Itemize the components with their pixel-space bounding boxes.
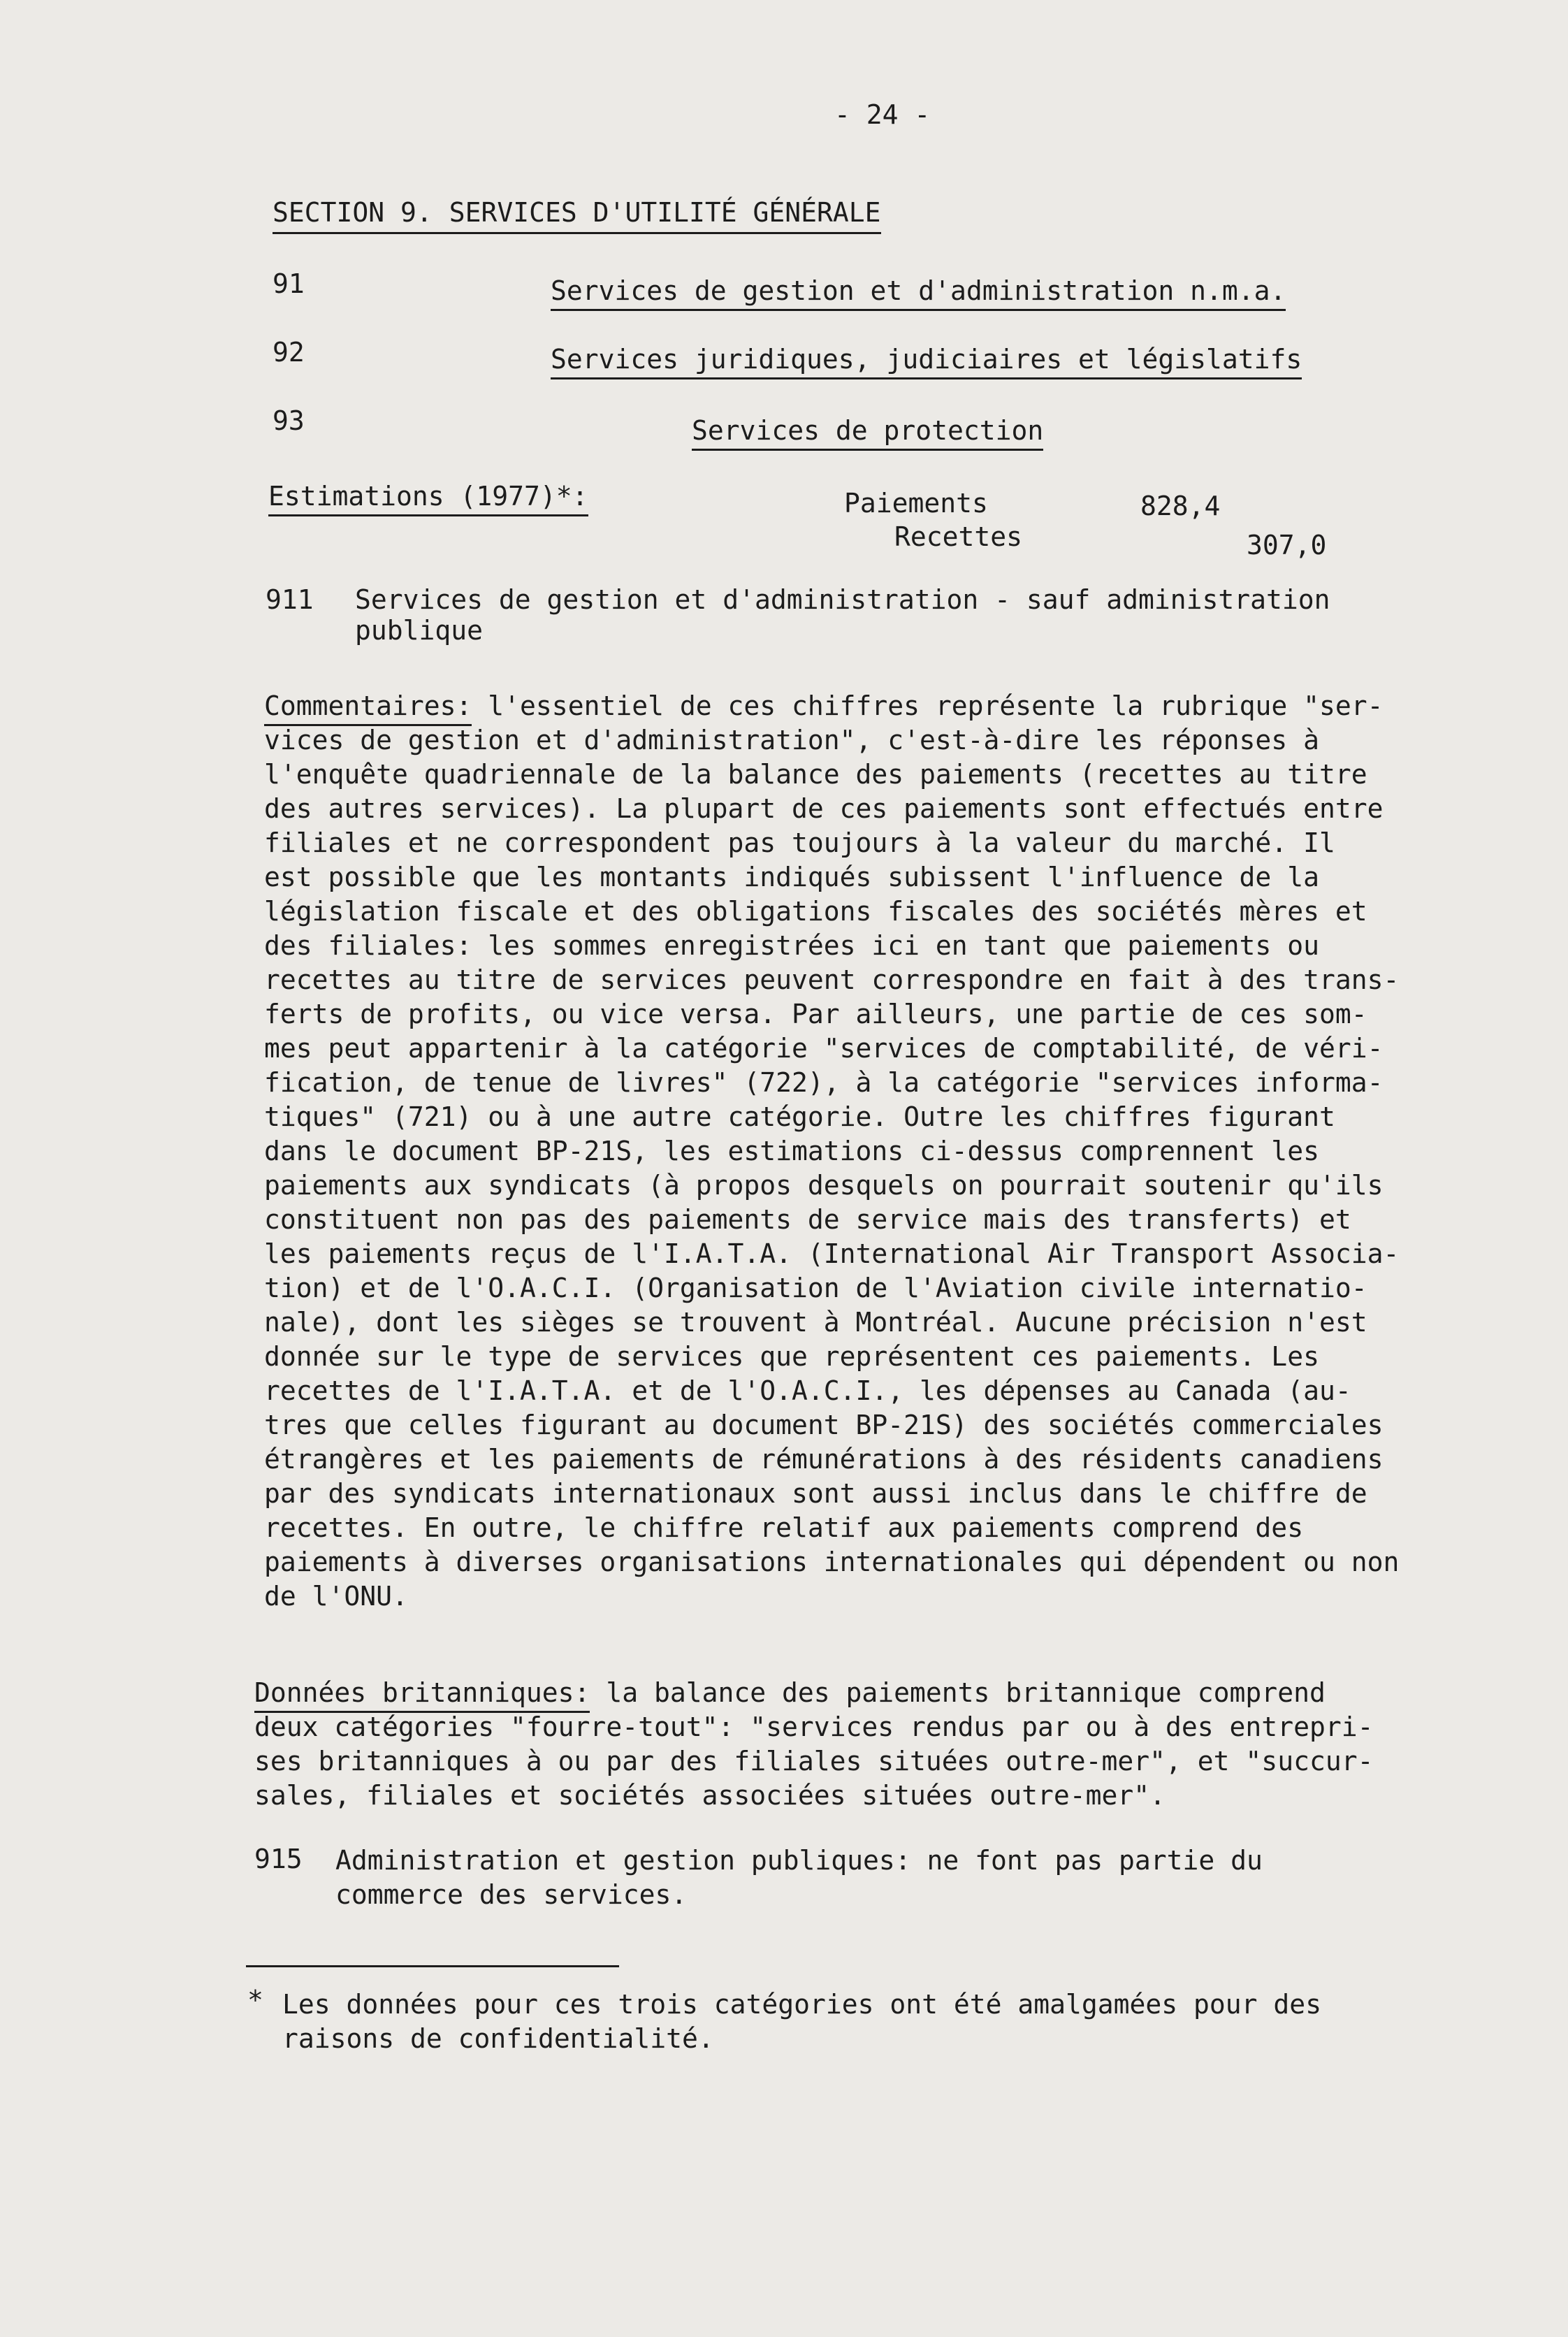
section-label: SECTION 9. [273, 196, 449, 234]
page-number: - 24 - [834, 99, 931, 130]
commentaires-text: l'essentiel de ces chiffres représente la rubrique "ser- vices de gestion et d'administration", c'est-à-dire les réponses à l'enquête quadriennale de la balance des paiements (recettes au titre des autres services). La plupart de ces paiements sont effectués entre filiales et ne correspondent pas toujours à la valeur du marché. Il est possible que les montants indiqués subissent l'influence de la législation fiscale et des obligations fiscales des sociétés mères et des filiales: les sommes enregistrées ici en tant que paiements ou recettes au titre de services peuvent correspondre en fait à des trans- ferts de profits, ou vice versa. Par ailleurs, une partie de ces som- mes peut appartenir à la catégorie "services de comptabilité, de véri- fication, de tenue de livres" (722), à la catégorie "services informa- tiques" (721) ou à une autre catégorie. Outre les chiffres figurant dans le document BP-21S, les estimations ci-dessus comprennent les paiements aux syndicats (à propos desquels on pourrait soutenir qu'ils constituent non pas des paiements de service mais des transferts) et les paiements reçus de l'I.A.T.A. (International Air Transport Associa- tion) et de l'O.A.C.I. (Organisation de l'Aviation civile internatio- nale), dont les sièges se trouvent à Montréal. Aucune précision n'est donnée sur le type de services que représentent ces paiements. Les recettes de l'I.A.T.A. et de l'O.A.C.I., les dépenses au Canada (au- tres que celles figurant au document BP-21S) des sociétés commerciales étrangères et les paiements de rémunérations à des résidents canadiens par des syndicats internationaux sont aussi inclus dans le chiffre de recettes. En outre, le chiffre relatif aux paiements comprend des paiements à diverses organisations internationales qui dépendent ou non de l'ONU. [264, 690, 1400, 1612]
donnees-britanniques-text: la balance des paiements britannique comprend deux catégories "fourre-tout": "services rendus par ou à des entrepri- ses britanniques à ou par des filiales situées outre-mer", et "succur- sales, filiales et sociétés associées situées outre-mer". [254, 1677, 1374, 1811]
category-title-91: Services de gestion et d'administration n.m.a. [551, 274, 1286, 308]
item-911-code: 911 [266, 584, 314, 615]
footnote-divider [246, 1965, 619, 1967]
item-911-title: Services de gestion et d'administration - sauf administration publique [355, 584, 1330, 646]
donnees-britanniques-label: Données britanniques: [254, 1677, 590, 1713]
category-code-93: 93 [273, 405, 305, 436]
receipts-value: 307,0 [1247, 530, 1327, 560]
category-title-92: Services juridiques, judiciaires et législatifs [551, 342, 1302, 376]
receipts-label: Recettes [894, 521, 1023, 552]
payments-value: 828,4 [1140, 491, 1221, 521]
section-title: SERVICES D'UTILITÉ GÉNÉRALE [449, 196, 881, 234]
estimations-label: Estimations (1977)*: [268, 479, 588, 513]
footnote-marker: * [247, 1985, 263, 2016]
section-heading [273, 196, 881, 234]
category-code-91: 91 [273, 268, 305, 299]
category-code-92: 92 [273, 337, 305, 368]
item-915-text: Administration et gestion publiques: ne font pas partie du commerce des services. [335, 1845, 1263, 1910]
item-915-code: 915 [254, 1844, 303, 1874]
category-title-93: Services de protection [692, 414, 1043, 447]
donnees-britanniques-paragraph [254, 1676, 1512, 1813]
commentaires-paragraph [264, 689, 1515, 1614]
payments-label: Paiements [844, 488, 988, 519]
footnote-text: Les données pour ces trois catégories ont été amalgamées pour des raisons de confidentialité. [282, 1989, 1322, 2054]
commentaires-label: Commentaires: [264, 690, 472, 726]
